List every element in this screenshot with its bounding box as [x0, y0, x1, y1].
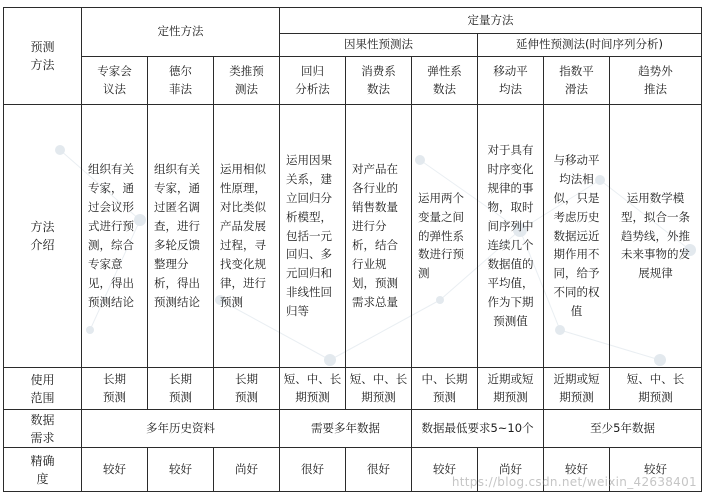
- accuracy-cell: 较好: [544, 448, 610, 492]
- accuracy-cell: 较好: [148, 448, 214, 492]
- accuracy-cell: 较好: [610, 448, 702, 492]
- method-description: 对产品在各行业的销售数量进行分析，结合行业规划，预测需求总量: [346, 105, 412, 368]
- method-name: 移动平 均法: [478, 57, 544, 105]
- data-need-extension: 至少5年数据: [544, 410, 702, 448]
- scope-cell: 近期或短 期预测: [478, 368, 544, 410]
- extension-methods-header: 延伸性预测法(时间序列分析): [478, 34, 702, 57]
- data-need-causal-b: 数据最低要求5~10个: [412, 410, 544, 448]
- method-name: 指数平 滑法: [544, 57, 610, 105]
- accuracy-row-header: 精确 度: [4, 448, 82, 492]
- method-description: 运用相似性原理，对比类似产品发展过程，寻找变化规律，进行预测: [214, 105, 280, 368]
- data-need-qualitative: 多年历史资料: [82, 410, 280, 448]
- scope-cell: 长期 预测: [148, 368, 214, 410]
- method-name: 德尔 菲法: [148, 57, 214, 105]
- method-name: 回归 分析法: [280, 57, 346, 105]
- accuracy-cell: 尚好: [478, 448, 544, 492]
- scope-cell: 短、中、长 期预测: [346, 368, 412, 410]
- scope-row-header: 使用 范围: [4, 368, 82, 410]
- method-name: 趋势外 推法: [610, 57, 702, 105]
- data-need-causal-a: 需要多年数据: [280, 410, 412, 448]
- method-description: 组织有关专家，通过匿名调查，进行多轮反馈整理分析，得出预测结论: [148, 105, 214, 368]
- method-name: 弹性系 数法: [412, 57, 478, 105]
- accuracy-cell: 很好: [346, 448, 412, 492]
- method-row-header: 预测 方法: [4, 8, 82, 105]
- causal-methods-header: 因果性预测法: [280, 34, 478, 57]
- method-description: 组织有关专家，通过会议形式进行预测，综合专家意见，得出预测结论: [82, 105, 148, 368]
- scope-cell: 近期或短 期预测: [544, 368, 610, 410]
- scope-cell: 中、长期 预测: [412, 368, 478, 410]
- scope-cell: 长期 预测: [82, 368, 148, 410]
- scope-cell: 短、中、长 期预测: [280, 368, 346, 410]
- method-description: 运用数学模型，拟合一条趋势线，外推未来事物的发展规律: [610, 105, 702, 368]
- accuracy-cell: 较好: [412, 448, 478, 492]
- method-name: 类推预 测法: [214, 57, 280, 105]
- accuracy-cell: 尚好: [214, 448, 280, 492]
- method-description: 运用两个变量之间的弹性系数进行预测: [412, 105, 478, 368]
- accuracy-cell: 很好: [280, 448, 346, 492]
- data-need-row-header: 数据 需求: [4, 410, 82, 448]
- intro-row-header: 方法 介绍: [4, 105, 82, 368]
- scope-cell: 短、中、长 期预测: [610, 368, 702, 410]
- method-description: 运用因果关系，建立回归分析模型，包括一元回归、多元回归和非线性回归等: [280, 105, 346, 368]
- quantitative-methods-header: 定量方法: [280, 8, 702, 34]
- scope-cell: 长期 预测: [214, 368, 280, 410]
- method-name: 消费系 数法: [346, 57, 412, 105]
- forecast-methods-table: [3, 7, 702, 492]
- watermark: https://blog.csdn.net/weixin_42638401: [451, 475, 697, 489]
- method-description: 与移动平均法相似，只是考虑历史数据远近期作用不同，给予不同的权值: [544, 105, 610, 368]
- accuracy-cell: 较好: [82, 448, 148, 492]
- method-name: 专家会 议法: [82, 57, 148, 105]
- qualitative-methods-header: 定性方法: [82, 8, 280, 57]
- method-description: 对于具有时序变化规律的事物，取时间序列中连续几个数据值的平均值，作为下期预测值: [478, 105, 544, 368]
